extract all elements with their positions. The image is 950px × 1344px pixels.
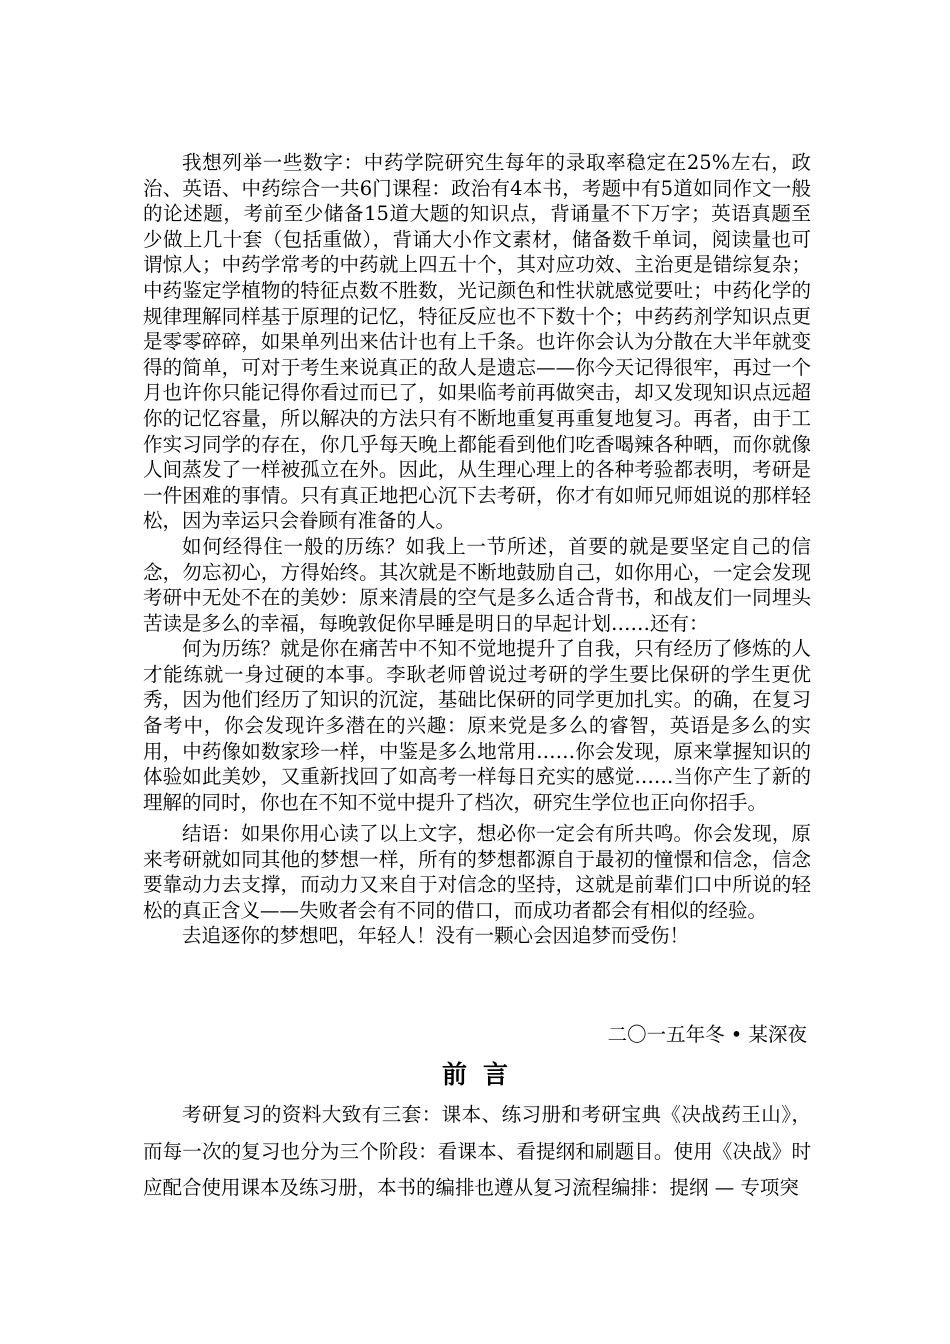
conclusion-section [143, 821, 811, 949]
date-signature: 二〇一五年冬 • 某深夜 [607, 1023, 807, 1046]
body-paragraph-experience: 何为历练？就是你在痛苦中不知不觉地提升了自我，只有经历了修炼的人才能练就一身过硬的本事。李耿老师曾说过考研的学生要比保研的学生更优秀，因为他们经历了知识的沉淀，基础比保研的同学更加扎实。的确，在复习备考中，你会发现许多潜在的兴趣：原来党是多么的睿智，英语是多么的实用，中药像如数家珍一样，中鉴是多么地常用……你会发现，原来掌握知识的体验如此美妙，又重新找回了如高考一样每日充实的感觉……当你产生了新的理解的同时，你也在不知不觉中提升了档次，研究生学位也正向你招手。 [143, 637, 811, 814]
closing-exhortation: 去追逐你的梦想吧，年轻人！没有一颗心会因追梦而受伤！ [182, 924, 690, 948]
preface-paragraph: 考研复习的资料大致有三套：课本、练习册和考研宝典《决战药王山》，而每一次的复习也分为三个阶段：看课本、看提纲和刷题目。使用《决战》时应配合使用课本及练习册，本书的编排也遵从复习流程编排：提纲 — 专项突 [143, 1103, 811, 1199]
conclusion-paragraph: 结语：如果你用心读了以上文字，想必你一定会有所共鸣。你会发现，原来考研就如同其他的梦想一样，所有的梦想都源自于最初的憧憬和信念，信念要靠动力去支撑，而动力又来自于对信念的坚持，这就是前辈们口中所说的轻松的真正含义——失败者会有不同的借口，而成功者都会有相似的经验。 [143, 822, 811, 922]
main-body [143, 150, 811, 815]
preface-title: 前言 [441, 1060, 524, 1089]
body-paragraph-numbers: 我想列举一些数字：中药学院研究生每年的录取率稳定在25%左右，政治、英语、中药综合一共6门课程：政治有4本书，考题中有5道如同作文一般的论述题，考前至少储备15道大题的知识点，背诵量不下万字；英语真题至少做上几十套（包括重做），背诵大小作文素材，储备数千单词，阅读量也可谓惊人；中药学常考的中药就上四五十个，其对应功效、主治更是错综复杂；中药鉴定学植物的特征点数不胜数，光记颜色和性状就感觉要吐；中药化学的规律理解同样基于原理的记忆，特征反应也不下数十个；中药药剂学知识点更是零零碎碎，如果单列出来估计也有上千条。也许你会认为分散在大半年就变得的简单，可对于考生来说真正的敌人是遗忘——你今天记得很牢，再过一个月也许你只能记得你看过而已了，如果临考前再做突击，却又发现知识点远超你的记忆容量，所以解决的方法只有不断地重复再重复地复习。再者，由于工作实习同学的存在，你几乎每天晚上都能看到他们吃香喝辣各种晒，而你就像人间蒸发了一样被孤立在外。因此，从生理心理上的各种考验都表明，考研是一件困难的事情。只有真正地把心沉下去考研，你才有如师兄师姐说的那样轻松，因为幸运只会眷顾有准备的人。 [143, 151, 811, 533]
preface-section [143, 1097, 811, 1207]
body-paragraph-training: 如何经得住一般的历练？如我上一节所述，首要的就是要坚定自己的信念，勿忘初心，方得始终。其次就是不断地鼓励自己，如你用心，一定会发现考研中无处不在的美妙：原来清晨的空气是多么适合背书，和战友们一同埋头苦读是多么的幸福，每晚敦促你早睡是明日的早起计划……还有： [143, 534, 811, 635]
